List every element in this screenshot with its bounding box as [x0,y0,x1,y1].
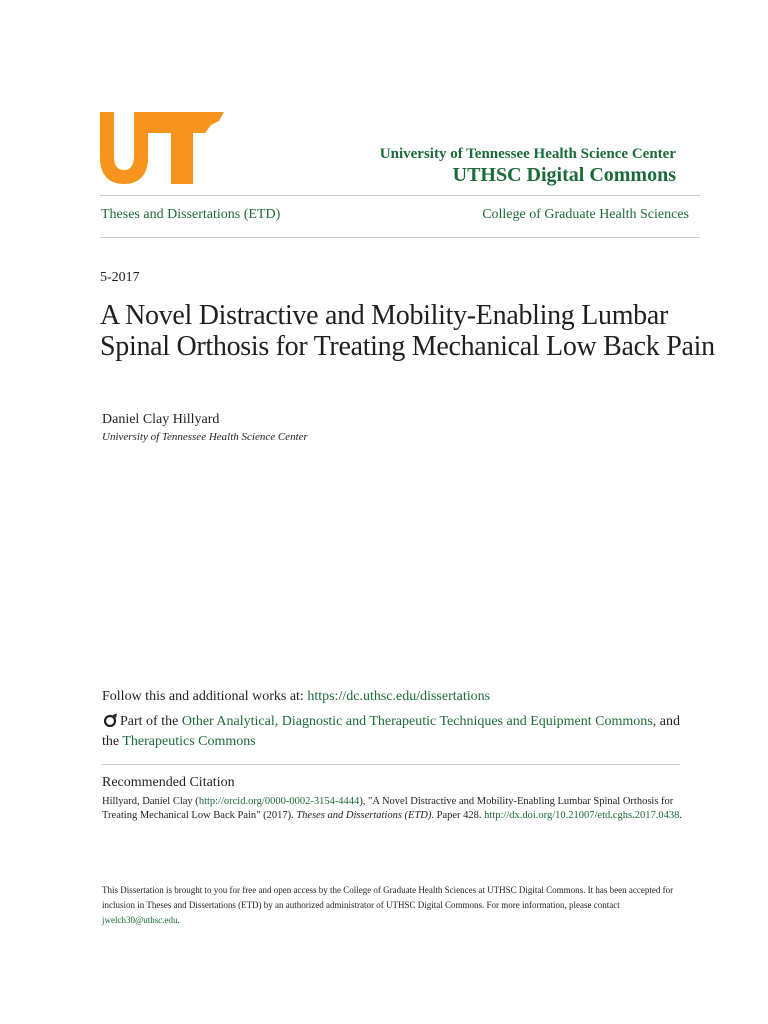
ut-logo [100,108,224,184]
institution-header [380,145,676,187]
divider-top [100,195,700,196]
publication-date: 5-2017 [100,270,140,285]
institution-name[interactable]: University of Tennessee Health Science Center [379,146,676,162]
commons-link-techniques[interactable]: Other Analytical, Diagnostic and Therapeutic Techniques and Equipment Commons [181,714,653,729]
citation-part: ), "A Novel Distractive and Mobility-Enabling Lumbar Spinal Orthosis for Treating Mechanical Low Back Pain" (2017). [102,796,674,821]
author-affiliation: University of Tennessee Health Science Center [102,431,308,443]
footer-end: . [177,915,180,925]
part-of-prefix: Part of the [120,714,182,729]
author-name: Daniel Clay Hillyard [102,412,220,427]
college-link[interactable]: College of Graduate Health Sciences [482,207,689,222]
doi-link[interactable]: http://dx.doi.org/10.21007/etd.cghs.2017.0438 [484,810,680,821]
ut-logo-t [142,112,224,184]
contact-email-link[interactable]: jwelch30@uthsc.edu [102,915,178,925]
ut-logo-u [100,112,148,184]
recommended-citation-heading: Recommended Citation [102,775,235,790]
theses-collection-link[interactable]: Theses and Dissertations (ETD) [101,207,281,222]
repository-name[interactable]: UTHSC Digital Commons [452,164,676,186]
citation-part: . Paper 428. [431,810,485,821]
dissertations-url-link[interactable]: https://dc.uthsc.edu/dissertations [307,689,491,704]
commons-link-therapeutics[interactable]: Therapeutics Commons [122,734,256,749]
open-access-icon [102,713,118,727]
citation-part: Hillyard, Daniel Clay ( [102,796,199,807]
orcid-link[interactable]: http://orcid.org/0000-0002-3154-4444 [198,796,360,807]
footer-notice [102,883,682,928]
citation-text [102,795,682,823]
footer-text: This Dissertation is brought to you for free and open access by the College of Graduate Health Sciences at UTHSC Digital Commons. It has been accepted for inclusion in Theses and Dissertations (ETD) by an authorized administrator of UTHSC Digital Commons. For more information, please contact [102,885,674,910]
follow-line [102,689,490,705]
part-of-middle: , and the [102,714,680,749]
divider-nav [100,237,700,238]
divider-citation [102,764,680,765]
follow-prefix: Follow this and additional works at: [102,689,308,704]
citation-series: Theses and Dissertations (ETD) [296,810,432,821]
part-of-line [102,712,692,752]
citation-part: . [679,810,683,821]
document-title: A Novel Distractive and Mobility-Enabling Lumbar Spinal Orthosis for Treating Mechanical Low Back Pain [100,300,715,362]
